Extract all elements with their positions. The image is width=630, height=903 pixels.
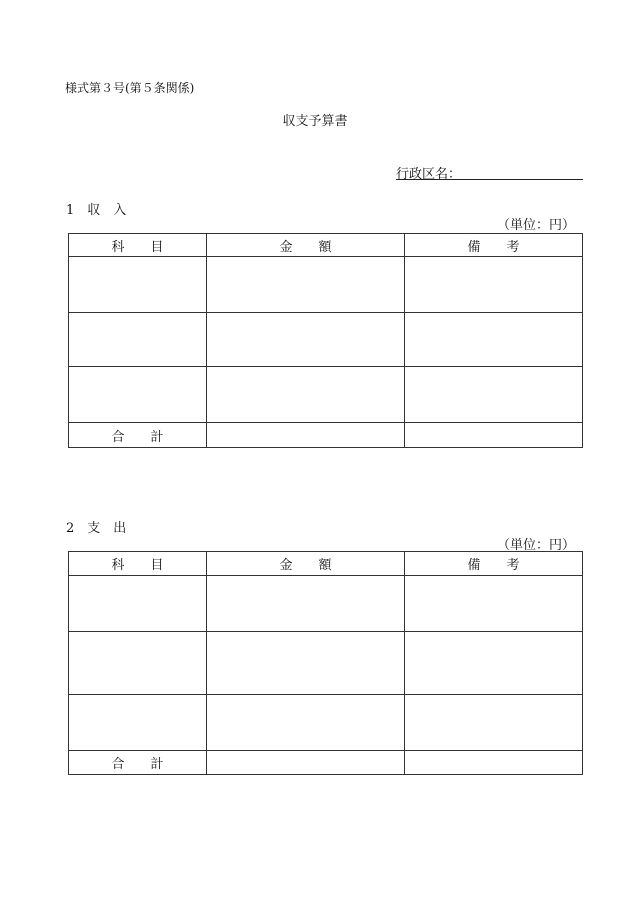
total-remarks-cell [405,423,583,448]
table-header-row [69,234,583,257]
remarks-cell [405,632,583,695]
total-amount-cell [207,423,405,448]
item-cell [69,576,207,632]
amount-cell [207,257,405,313]
remarks-cell [405,257,583,313]
column-header-remarks: 備 考 [405,552,583,576]
income-table [68,233,583,448]
total-row [69,751,583,775]
amount-cell [207,695,405,751]
table-row [69,695,583,751]
item-cell [69,632,207,695]
income-unit-label: （単位：円） [496,218,575,233]
remarks-cell [405,576,583,632]
form-number: 様式第３号(第５条関係) [65,81,195,95]
expense-section-heading: 2 支 出 [66,521,127,536]
item-cell [69,695,207,751]
amount-cell [207,367,405,423]
total-remarks-cell [405,751,583,775]
income-section-heading: 1 収 入 [66,203,127,218]
table-row [69,632,583,695]
column-header-amount: 金 額 [207,234,405,257]
item-cell [69,313,207,367]
item-cell [69,367,207,423]
table-row [69,576,583,632]
page-title: 収支予算書 [282,114,348,129]
total-amount-cell [207,751,405,775]
column-header-amount: 金 額 [207,552,405,576]
expense-unit-label: （単位：円） [496,538,575,553]
column-header-item: 科 目 [69,552,207,576]
district-name-field [396,163,583,180]
district-name-label: 行政区名： [396,167,462,182]
table-row [69,257,583,313]
table-row [69,313,583,367]
total-label: 合 計 [69,423,207,448]
amount-cell [207,313,405,367]
expense-table [68,551,583,775]
column-header-remarks: 備 考 [405,234,583,257]
table-row [69,367,583,423]
item-cell [69,257,207,313]
remarks-cell [405,313,583,367]
remarks-cell [405,367,583,423]
total-row [69,423,583,448]
column-header-item: 科 目 [69,234,207,257]
table-header-row [69,552,583,576]
amount-cell [207,632,405,695]
remarks-cell [405,695,583,751]
amount-cell [207,576,405,632]
total-label: 合 計 [69,751,207,775]
